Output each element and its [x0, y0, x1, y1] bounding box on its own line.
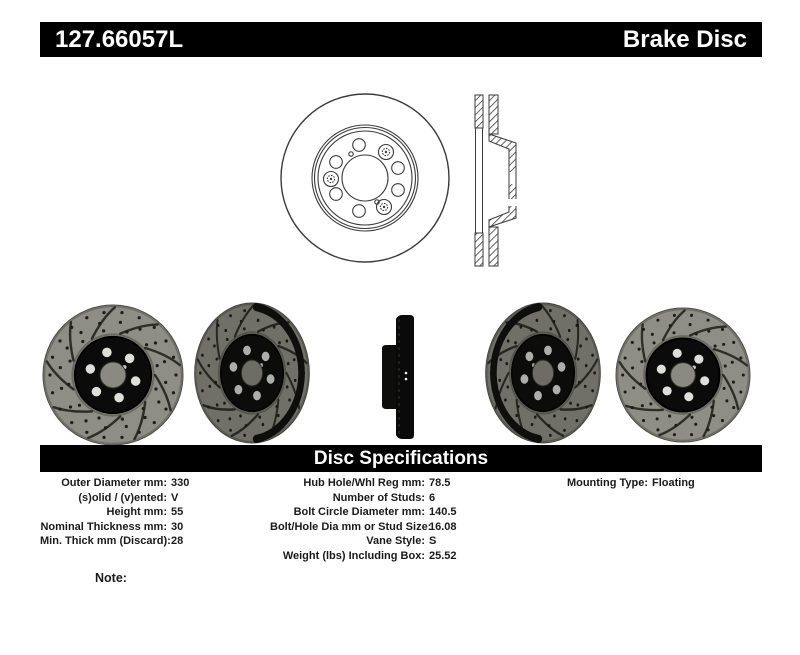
spec-label: Min. Thick mm (Discard): [40, 535, 171, 547]
product-photos [30, 300, 770, 450]
spec-value: 78.5 [429, 477, 451, 489]
spec-row [40, 520, 189, 535]
spec-row [270, 520, 457, 535]
spec-section-title: Disc Specifications [313, 447, 489, 469]
spec-row [40, 491, 189, 506]
spec-label: Hub Hole/Whl Reg mm: [303, 477, 425, 489]
spec-row [270, 476, 457, 491]
spec-value: 55 [171, 506, 184, 518]
note-label: Note: [95, 571, 127, 585]
spec-row [560, 476, 695, 491]
part-number: 127.66057L [55, 25, 184, 53]
spec-row [40, 476, 189, 491]
spec-label: Bolt Circle Diameter mm: [293, 506, 425, 518]
product-type-title: Brake Disc [622, 25, 747, 53]
spec-label: Outer Diameter mm: [61, 477, 167, 489]
spec-value: S [429, 535, 437, 547]
spec-row [40, 534, 189, 549]
technical-drawing [263, 86, 575, 282]
spec-column-left [40, 476, 189, 549]
spec-column-right [560, 476, 695, 491]
spec-label: Vane Style: [366, 535, 425, 547]
spec-value: 30 [171, 520, 184, 533]
spec-value: V [171, 491, 179, 504]
spec-value: 28 [171, 535, 184, 547]
spec-row [270, 549, 457, 564]
header-bar [40, 22, 762, 57]
spec-label: (s)olid / (v)ented: [78, 491, 167, 504]
spec-value: 140.5 [429, 506, 457, 518]
spec-label: Height mm: [106, 506, 167, 518]
spec-label: Nominal Thickness mm: [40, 520, 167, 533]
spec-row [40, 505, 189, 520]
spec-label: Mounting Type: [566, 477, 648, 489]
spec-value: 6 [429, 491, 436, 504]
spec-row [270, 534, 457, 549]
spec-row [270, 491, 457, 506]
spec-row [270, 505, 457, 520]
spec-value: Floating [652, 477, 695, 489]
spec-column-middle [270, 476, 457, 563]
spec-section-bar [40, 445, 762, 472]
spec-value: 330 [171, 477, 190, 489]
spec-value: 25.52 [429, 549, 457, 562]
spec-value: 16.08 [429, 520, 457, 533]
spec-label: Weight (lbs) Including Box: [282, 549, 425, 562]
spec-label: Bolt/Hole Dia mm or Stud Size: [270, 520, 432, 533]
spec-label: Number of Studs: [332, 491, 425, 504]
